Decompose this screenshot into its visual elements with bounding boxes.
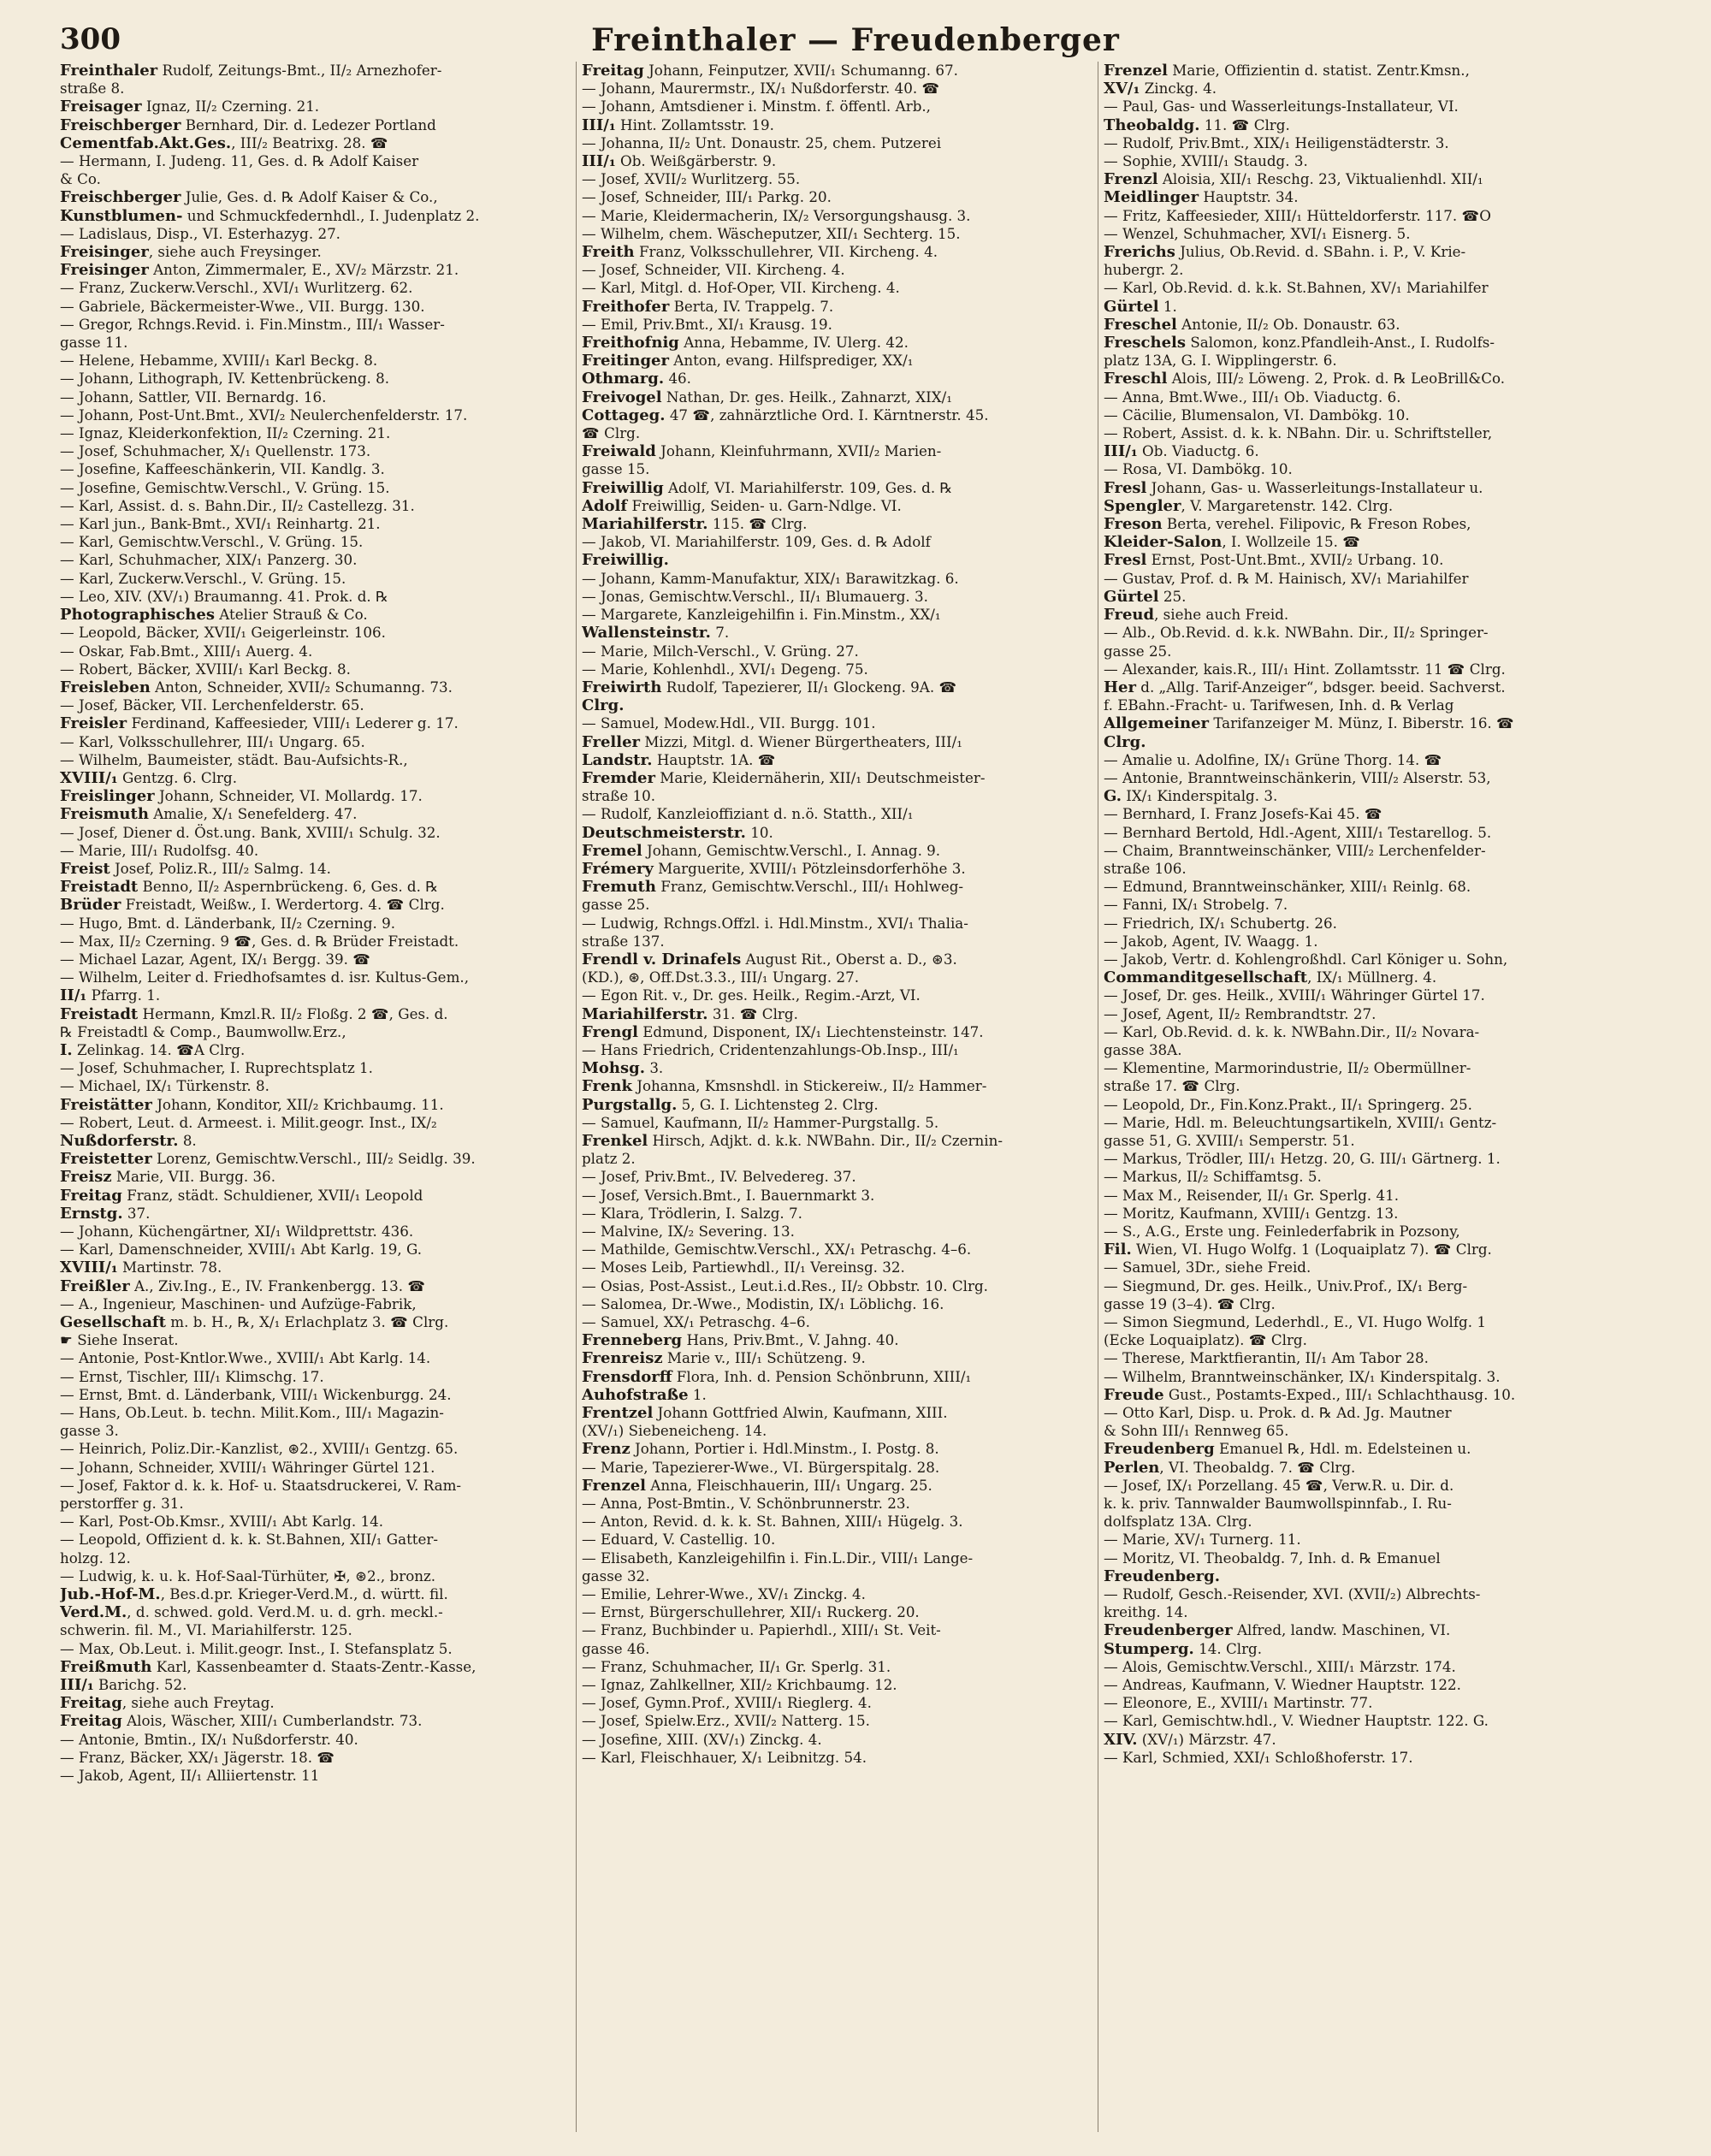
directory-line: — Josef, XVII/₂ Wurlitzerg. 55.: [582, 170, 801, 188]
directory-line: — Anna, Post-Bmtin., V. Schönbrunnerstr. 23.: [582, 1495, 910, 1513]
directory-line: — Samuel, Modew.Hdl., VII. Burgg. 101.: [582, 714, 876, 732]
directory-line: Freithofnig Anna, Hebamme, IV. Ulerg. 42.: [582, 334, 909, 352]
directory-line: — Karl, Assist. d. s. Bahn.Dir., II/₂ Castellezg. 31.: [60, 496, 415, 514]
column-divider: [576, 62, 577, 2132]
directory-line: — Hans, Ob.Leut. b. techn. Milit.Kom., III/₁ Magazin-: [60, 1404, 444, 1422]
directory-line: Freller Mizzi, Mitgl. d. Wiener Bürgertheaters, III/₁: [582, 732, 962, 751]
directory-line: — Franz, Schuhmacher, II/₁ Gr. Sperlg. 31.: [582, 1657, 891, 1675]
directory-line: perstorffer g. 31.: [60, 1495, 184, 1513]
directory-line: Freiwald Johann, Kleinfuhrmann, XVII/₂ Marien-: [582, 442, 942, 461]
directory-line: — Friedrich, IX/₁ Schubertg. 26.: [1104, 914, 1337, 932]
directory-line: Freson Berta, verehel. Filipovic, ℞ Freson Robes,: [1104, 515, 1471, 534]
directory-line: straße 8.: [60, 80, 125, 98]
directory-line: Mohsg. 3.: [582, 1059, 664, 1078]
directory-line: II/₁ Pfarrg. 1.: [60, 986, 161, 1005]
page-number: 300: [60, 22, 121, 56]
directory-line: — Wilhelm, Leiter d. Friedhofsamtes d. isr. Kultus-Gem.,: [60, 968, 469, 986]
directory-line: Freisz Marie, VII. Burgg. 36.: [60, 1168, 276, 1187]
directory-line: — Edmund, Branntweinschänker, XIII/₁ Reinlg. 68.: [1104, 878, 1471, 896]
directory-line: — Wilhelm, Baumeister, städt. Bau-Aufsichts-R.,: [60, 750, 408, 768]
directory-line: — Marie, Kleidermacherin, IX/₂ Versorgungshausg. 3.: [582, 206, 971, 224]
directory-line: Freistadt Hermann, Kmzl.R. II/₂ Floßg. 2 ☎, Ges. d.: [60, 1004, 448, 1023]
directory-line: Cementfab.Akt.Ges., III/₂ Beatrixg. 28. ☎: [60, 133, 388, 152]
directory-line: Her d. „Allg. Tarif-Anzeiger“, bdsger. beeid. Sachverst.: [1104, 678, 1506, 696]
directory-line: — Samuel, XX/₁ Petraschg. 4–6.: [582, 1313, 810, 1331]
directory-line: gasse 38A.: [1104, 1040, 1182, 1058]
directory-line: Freisleben Anton, Schneider, XVII/₂ Schumanng. 73.: [60, 678, 453, 696]
directory-line: Kunstblumen- und Schmuckfedernhdl., I. Judenplatz 2.: [60, 206, 480, 225]
directory-line: Freitinger Anton, evang. Hilfsprediger, XX/₁: [582, 352, 914, 370]
directory-line: — Jakob, Agent, IV. Waagg. 1.: [1104, 932, 1318, 950]
directory-line: Photographisches Atelier Strauß & Co.: [60, 606, 368, 625]
directory-line: Gürtel 1.: [1104, 297, 1177, 316]
directory-line: Freithofer Berta, IV. Trappelg. 7.: [582, 297, 834, 316]
directory-line: — Amalie u. Adolfine, IX/₁ Grüne Thorg. 14. ☎: [1104, 750, 1442, 768]
directory-line: — Robert, Leut. d. Armeest. i. Milit.geogr. Inst., IX/₂: [60, 1113, 437, 1131]
directory-line: Freivogel Nathan, Dr. ges. Heilk., Zahnarzt, XIX/₁: [582, 388, 952, 406]
directory-line: — Jakob, Vertr. d. Kohlengroßhdl. Carl Königer u. Sohn,: [1104, 950, 1508, 968]
directory-line: platz 2.: [582, 1150, 636, 1168]
directory-line: Cottageg. 47 ☎, zahnärztliche Ord. I. Kärntnerstr. 45.: [582, 406, 989, 424]
directory-line: — Josef, Gymn.Prof., XVIII/₁ Rieglerg. 4.: [582, 1694, 872, 1712]
directory-line: holzg. 12.: [60, 1549, 131, 1567]
directory-line: Meidlinger Hauptstr. 34.: [1104, 188, 1299, 207]
directory-line: Freschl Alois, III/₂ Löweng. 2, Prok. d. ℞ LeoBrill&Co.: [1104, 370, 1506, 388]
directory-line: Freude Gust., Postamts-Exped., III/₁ Schlachthausg. 10.: [1104, 1385, 1516, 1404]
directory-line: — Johann, Sattler, VII. Bernardg. 16.: [60, 388, 327, 406]
directory-line: — Jakob, VI. Mariahilferstr. 109, Ges. d. ℞ Adolf: [582, 533, 931, 551]
directory-line: — Josef, Agent, II/₂ Rembrandtstr. 27.: [1104, 1004, 1376, 1022]
directory-line: — Malvine, IX/₂ Severing. 13.: [582, 1223, 795, 1240]
directory-line: Commanditgesellschaft, IX/₁ Müllnerg. 4.: [1104, 968, 1437, 987]
directory-line: Freiwillig Adolf, VI. Mariahilferstr. 109, Ges. d. ℞: [582, 478, 953, 497]
directory-line: — Leopold, Bäcker, XVII/₁ Geigerleinstr. 106.: [60, 624, 386, 642]
directory-line: — Anton, Revid. d. k. k. St. Bahnen, XIII/₁ Hügelg. 3.: [582, 1513, 963, 1531]
directory-line: — Antonie, Branntweinschänkerin, VIII/₂ Alserstr. 53,: [1104, 768, 1491, 786]
directory-line: Freisager Ignaz, II/₂ Czerning. 21.: [60, 98, 320, 116]
directory-line: Fresl Johann, Gas- u. Wasserleitungs-Installateur u.: [1104, 478, 1483, 497]
directory-line: III/₁ Ob. Weißgärberstr. 9.: [582, 152, 777, 171]
directory-line: Freisler Ferdinand, Kaffeesieder, VIII/₁ Lederer g. 17.: [60, 714, 459, 733]
directory-line: dolfsplatz 13A. Clrg.: [1104, 1513, 1252, 1531]
directory-line: gasse 46.: [582, 1639, 650, 1657]
directory-line: gasse 19 (3–4). ☎ Clrg.: [1104, 1294, 1276, 1312]
directory-line: — Karl, Gemischtw.hdl., V. Wiedner Hauptstr. 122. G.: [1104, 1712, 1489, 1730]
directory-line: Freschels Salomon, konz.Pfandleih-Anst., I. Rudolfs-: [1104, 334, 1495, 352]
directory-line: — Paul, Gas- und Wasserleitungs-Installateur, VI.: [1104, 98, 1459, 116]
directory-line: — Ludwig, Rchngs.Offzl. i. Hdl.Minstm., XVI/₁ Thalia-: [582, 914, 968, 932]
directory-line: — Robert, Bäcker, XVIII/₁ Karl Beckg. 8.: [60, 660, 351, 678]
directory-line: Freist Josef, Poliz.R., III/₂ Salmg. 14.: [60, 859, 331, 878]
directory-line: Gürtel 25.: [1104, 587, 1187, 606]
directory-line: — Cäcilie, Blumensalon, VI. Dambökg. 10.: [1104, 406, 1410, 424]
directory-line: Frenkel Hirsch, Adjkt. d. k.k. NWBahn. Dir., II/₂ Czernin-: [582, 1131, 1003, 1150]
directory-line: Freisinger, siehe auch Freysinger.: [60, 243, 322, 262]
directory-line: (XV/₁) Siebeneicheng. 14.: [582, 1422, 767, 1440]
directory-line: Ernstg. 37.: [60, 1204, 151, 1223]
directory-line: — Marie, Tapezierer-Wwe., VI. Bürgerspitalg. 28.: [582, 1458, 940, 1476]
directory-line: — Karl, Mitgl. d. Hof-Oper, VII. Kircheng. 4.: [582, 279, 900, 297]
directory-line: Fil. Wien, VI. Hugo Wolfg. 1 (Loquaiplatz 7). ☎ Clrg.: [1104, 1241, 1492, 1259]
directory-line: — Josef, Dr. ges. Heilk., XVIII/₁ Währinger Gürtel 17.: [1104, 986, 1485, 1004]
directory-line: Fresl Ernst, Post-Unt.Bmt., XVII/₂ Urbang. 10.: [1104, 551, 1444, 570]
directory-line: — Marie, Hdl. m. Beleuchtungsartikeln, XVIII/₁ Gentz-: [1104, 1113, 1497, 1131]
directory-line: Freiwirth Rudolf, Tapezierer, II/₁ Glockeng. 9A. ☎: [582, 678, 957, 696]
directory-line: — Karl, Fleischhauer, X/₁ Leibnitzg. 54.: [582, 1748, 867, 1766]
directory-line: — Karl, Zuckerw.Verschl., V. Grüng. 15.: [60, 569, 346, 587]
directory-line: ℞ Freistadtl & Comp., Baumwollw.Erz.,: [60, 1022, 346, 1040]
directory-line: & Co.: [60, 170, 101, 188]
directory-line: Freismuth Amalie, X/₁ Senefelderg. 47.: [60, 805, 358, 824]
directory-line: gasse 11.: [60, 334, 128, 352]
directory-line: kreithg. 14.: [1104, 1603, 1188, 1621]
directory-line: — Johanna, II/₂ Unt. Donaustr. 25, chem. Putzerei: [582, 133, 942, 151]
directory-line: Mariahilferstr. 115. ☎ Clrg.: [582, 515, 808, 534]
directory-line: — Ernst, Tischler, III/₁ Klimschg. 17.: [60, 1367, 324, 1385]
directory-line: — Samuel, Kaufmann, II/₂ Hammer-Purgstallg. 5.: [582, 1113, 939, 1131]
directory-line: — Hans Friedrich, Cridentenzahlungs-Ob.Insp., III/₁: [582, 1040, 959, 1058]
directory-line: — Moritz, VI. Theobaldg. 7, Inh. d. ℞ Emanuel: [1104, 1549, 1441, 1567]
directory-line: Landstr. Hauptstr. 1A. ☎: [582, 750, 776, 769]
directory-line: & Sohn III/₁ Rennweg 65.: [1104, 1422, 1289, 1440]
directory-line: G. IX/₁ Kinderspitalg. 3.: [1104, 787, 1278, 806]
directory-line: — Karl, Post-Ob.Kmsr., XVIII/₁ Abt Karlg. 14.: [60, 1513, 384, 1531]
directory-line: schwerin. fil. M., VI. Mariahilferstr. 125.: [60, 1621, 352, 1639]
running-head: Freinthaler — Freudenberger: [591, 22, 1120, 58]
directory-line: — Josef, Versich.Bmt., I. Bauernmarkt 3.: [582, 1186, 875, 1204]
directory-line: — Josef, Schuhmacher, I. Ruprechtsplatz 1.: [60, 1059, 373, 1077]
directory-line: — Rudolf, Gesch.-Reisender, XVI. (XVII/₂) Albrechts-: [1104, 1585, 1481, 1603]
directory-line: Freistadt Benno, II/₂ Aspernbrückeng. 6, Ges. d. ℞: [60, 878, 439, 897]
directory-line: — Salomea, Dr.-Wwe., Modistin, IX/₁ Löblichg. 16.: [582, 1294, 944, 1312]
directory-line: — Michael, IX/₁ Türkenstr. 8.: [60, 1077, 269, 1095]
directory-line: Frenz Johann, Portier i. Hdl.Minstm., I. Postg. 8.: [582, 1440, 939, 1459]
directory-line: Deutschmeisterstr. 10.: [582, 823, 773, 842]
directory-line: — Markus, Trödler, III/₁ Hetzg. 20, G. III/₁ Gärtnerg. 1.: [1104, 1150, 1501, 1168]
directory-line: — Johann, Lithograph, IV. Kettenbrückeng. 8.: [60, 370, 390, 388]
directory-line: — A., Ingenieur, Maschinen- und Aufzüge-Fabrik,: [60, 1294, 417, 1312]
directory-line: — Moses Leib, Partiewhdl., II/₁ Vereinsg. 32.: [582, 1259, 905, 1276]
directory-line: Allgemeiner Tarifanzeiger M. Münz, I. Biberstr. 16. ☎: [1104, 714, 1514, 733]
directory-line: Fremder Marie, Kleidernäherin, XII/₁ Deutschmeister-: [582, 768, 986, 787]
directory-line: III/₁ Ob. Viaductg. 6.: [1104, 442, 1259, 461]
directory-line: — Klara, Trödlerin, I. Salzg. 7.: [582, 1204, 802, 1222]
directory-line: — Karl, Damenschneider, XVIII/₁ Abt Karlg. 19, G.: [60, 1241, 423, 1259]
directory-line: — Emil, Priv.Bmt., XI/₁ Krausg. 19.: [582, 315, 832, 333]
directory-line: Frenk Johanna, Kmsnshdl. in Stickereiw., II/₂ Hammer-: [582, 1077, 987, 1096]
directory-line: gasse 25.: [582, 896, 650, 914]
directory-line: Stumperg. 14. Clrg.: [1104, 1639, 1263, 1658]
directory-line: — Franz, Zuckerw.Verschl., XVI/₁ Wurlitzerg. 62.: [60, 279, 413, 297]
directory-line: — Jonas, Gemischtw.Verschl., II/₁ Blumauerg. 3.: [582, 587, 928, 605]
directory-line: — Hermann, I. Judeng. 11, Ges. d. ℞ Adolf Kaiser: [60, 152, 419, 170]
directory-line: Perlen, VI. Theobaldg. 7. ☎ Clrg.: [1104, 1458, 1356, 1477]
directory-line: Freschel Antonie, II/₂ Ob. Donaustr. 63.: [1104, 315, 1400, 334]
directory-line: — Ludwig, k. u. k. Hof-Saal-Türhüter, ✠, ⊛2., bronz.: [60, 1567, 436, 1584]
directory-line: — Ernst, Bürgerschullehrer, XII/₁ Ruckerg. 20.: [582, 1603, 920, 1621]
directory-line: Freudenberger Alfred, landw. Maschinen, VI.: [1104, 1621, 1451, 1640]
directory-line: — Rosa, VI. Dambökg. 10.: [1104, 460, 1293, 478]
directory-line: Freischberger Bernhard, Dir. d. Ledezer Portland: [60, 116, 436, 134]
directory-line: Fremel Johann, Gemischtw.Verschl., I. Annag. 9.: [582, 841, 941, 860]
directory-line: — Alexander, kais.R., III/₁ Hint. Zollamtsstr. 11 ☎ Clrg.: [1104, 660, 1506, 678]
directory-line: Purgstallg. 5, G. I. Lichtensteg 2. Clrg.: [582, 1095, 879, 1114]
directory-line: — Anna, Bmt.Wwe., III/₁ Ob. Viaductg. 6.: [1104, 388, 1401, 406]
directory-line: — Samuel, 3Dr., siehe Freid.: [1104, 1259, 1311, 1276]
directory-line: Adolf Freiwillig, Seiden- u. Garn-Ndlge. VI.: [582, 496, 902, 515]
directory-line: — Emilie, Lehrer-Wwe., XV/₁ Zinckg. 4.: [582, 1585, 866, 1603]
column-3: [1104, 62, 1613, 1767]
directory-line: — Ladislaus, Disp., VI. Esterhazyg. 27.: [60, 224, 340, 242]
directory-line: Frenzel Marie, Offizientin d. statist. Zentr.Kmsn.,: [1104, 62, 1470, 80]
directory-line: Freitag, siehe auch Freytag.: [60, 1694, 275, 1713]
directory-line: Frendl v. Drinafels August Rit., Oberst a. D., ⊛3.: [582, 950, 957, 968]
directory-line: — Marie, XV/₁ Turnerg. 11.: [1104, 1531, 1301, 1549]
directory-line: III/₁ Barichg. 52.: [60, 1676, 187, 1695]
page-header: [51, 22, 1660, 65]
directory-line: — Alois, Gemischtw.Verschl., XIII/₁ Märzstr. 174.: [1104, 1657, 1456, 1675]
directory-line: — Alb., Ob.Revid. d. k.k. NWBahn. Dir., II/₂ Springer-: [1104, 624, 1489, 642]
directory-line: — Hugo, Bmt. d. Länderbank, II/₂ Czerning. 9.: [60, 914, 395, 932]
directory-line: — Marie, Kohlenhdl., XVI/₁ Degeng. 75.: [582, 660, 868, 678]
directory-line: — Karl, Volksschullehrer, III/₁ Ungarg. 65.: [60, 732, 365, 750]
directory-line: Frenzl Aloisia, XII/₁ Reschg. 23, Viktualienhdl. XII/₁: [1104, 170, 1483, 189]
directory-line: Nußdorferstr. 8.: [60, 1131, 197, 1150]
directory-line: — Antonie, Post-Kntlor.Wwe., XVIII/₁ Abt Karlg. 14.: [60, 1349, 431, 1367]
directory-line: (KD.), ⊛, Off.Dst.3.3., III/₁ Ungarg. 27.: [582, 968, 860, 986]
directory-line: Freißler A., Ziv.Ing., E., IV. Frankenbergg. 13. ☎: [60, 1276, 426, 1295]
directory-line: — Karl, Schuhmacher, XIX/₁ Panzerg. 30.: [60, 551, 358, 569]
directory-line: — Jakob, Agent, II/₁ Alliiertenstr. 11: [60, 1767, 320, 1785]
directory-line: Frengl Edmund, Disponent, IX/₁ Liechtensteinstr. 147.: [582, 1022, 984, 1041]
directory-line: Freudenberg Emanuel ℞, Hdl. m. Edelsteinen u.: [1104, 1440, 1471, 1459]
directory-line: — Max M., Reisender, II/₁ Gr. Sperlg. 41.: [1104, 1186, 1400, 1204]
directory-line: f. EBahn.-Fracht- u. Tarifwesen, Inh. d. ℞ Verlag: [1104, 696, 1454, 714]
directory-line: — Chaim, Branntweinschänker, VIII/₂ Lerchenfelder-: [1104, 841, 1486, 859]
directory-line: Othmarg. 46.: [582, 370, 691, 388]
directory-line: Frenzel Anna, Fleischhauerin, III/₁ Ungarg. 25.: [582, 1476, 932, 1495]
directory-line: — Karl, Ob.Revid. d. k.k. St.Bahnen, XV/₁ Mariahilfer: [1104, 279, 1489, 297]
directory-line: XV/₁ Zinckg. 4.: [1104, 80, 1217, 98]
directory-line: Kleider-Salon, I. Wollzeile 15. ☎: [1104, 533, 1361, 552]
directory-line: Freitag Johann, Feinputzer, XVII/₁ Schumanng. 67.: [582, 62, 958, 80]
directory-line: Spengler, V. Margaretenstr. 142. Clrg.: [1104, 496, 1394, 515]
directory-line: gasse 32.: [582, 1567, 650, 1584]
directory-line: — Max, Ob.Leut. i. Milit.geogr. Inst., I. Stefansplatz 5.: [60, 1639, 453, 1657]
directory-line: — Heinrich, Poliz.Dir.-Kanzlist, ⊛2., XVIII/₁ Gentzg. 65.: [60, 1440, 459, 1458]
directory-line: Frenneberg Hans, Priv.Bmt., V. Jahng. 40.: [582, 1331, 899, 1350]
directory-line: — Klementine, Marmorindustrie, II/₂ Obermüllner-: [1104, 1059, 1471, 1077]
directory-line: Freischberger Julie, Ges. d. ℞ Adolf Kaiser & Co.,: [60, 188, 438, 207]
directory-line: I. Zelinkag. 14. ☎A Clrg.: [60, 1040, 246, 1059]
directory-line: Freißmuth Karl, Kassenbeamter d. Staats-Zentr.-Kasse,: [60, 1657, 477, 1676]
directory-line: — Therese, Marktfierantin, II/₁ Am Tabor 28.: [1104, 1349, 1429, 1367]
column-1: [60, 62, 569, 1785]
directory-line: — Josefine, XIII. (XV/₁) Zinckg. 4.: [582, 1730, 822, 1748]
directory-line: — Ernst, Bmt. d. Länderbank, VIII/₁ Wickenburgg. 24.: [60, 1385, 452, 1403]
directory-line: Freitag Franz, städt. Schuldiener, XVII/₁ Leopold: [60, 1186, 423, 1205]
directory-line: — Wenzel, Schuhmacher, XVI/₁ Eisnerg. 5.: [1104, 224, 1411, 242]
directory-line: Freisinger Anton, Zimmermaler, E., XV/₂ Märzstr. 21.: [60, 261, 459, 280]
directory-line: — Josef, Schuhmacher, X/₁ Quellenstr. 173.: [60, 442, 371, 460]
directory-line: straße 137.: [582, 932, 665, 950]
directory-line: Gesellschaft m. b. H., ℞, X/₁ Erlachplatz 3. ☎ Clrg.: [60, 1313, 449, 1332]
directory-line: — Karl jun., Bank-Bmt., XVI/₁ Reinhartg. 21.: [60, 515, 381, 533]
directory-line: (Ecke Loquaiplatz). ☎ Clrg.: [1104, 1331, 1307, 1349]
directory-line: — Eduard, V. Castellig. 10.: [582, 1531, 776, 1549]
directory-line: — Josef, Faktor d. k. k. Hof- u. Staatsdruckerei, V. Ram-: [60, 1476, 462, 1494]
directory-line: — Marie, III/₁ Rudolfsg. 40.: [60, 841, 259, 859]
directory-line: Frerichs Julius, Ob.Revid. d. SBahn. i. P., V. Krie-: [1104, 243, 1466, 262]
directory-line: Freistätter Johann, Konditor, XII/₂ Krichbaumg. 11.: [60, 1095, 444, 1114]
directory-line: — Wilhelm, chem. Wäscheputzer, XII/₁ Sechterg. 15.: [582, 224, 961, 242]
directory-line: — Ignaz, Zahlkellner, XII/₂ Krichbaumg. 12.: [582, 1676, 897, 1694]
directory-line: — Otto Karl, Disp. u. Prok. d. ℞ Ad. Jg. Mautner: [1104, 1404, 1452, 1422]
directory-line: — Johann, Maurermstr., IX/₁ Nußdorferstr. 40. ☎: [582, 80, 940, 98]
directory-line: — Josefine, Gemischtw.Verschl., V. Grüng. 15.: [60, 478, 390, 496]
directory-line: — Michael Lazar, Agent, IX/₁ Bergg. 39. ☎: [60, 950, 370, 968]
directory-line: straße 106.: [1104, 859, 1187, 877]
directory-line: platz 13A, G. I. Wipplingerstr. 6.: [1104, 352, 1337, 370]
directory-line: — Karl, Schmied, XXI/₁ Schloßhoferstr. 17.: [1104, 1748, 1413, 1766]
directory-line: gasse 3.: [60, 1422, 119, 1440]
directory-line: — Franz, Buchbinder u. Papierhdl., XIII/₁ St. Veit-: [582, 1621, 941, 1639]
directory-line: ☛ Siehe Inserat.: [60, 1331, 179, 1349]
directory-line: hubergr. 2.: [1104, 261, 1184, 279]
directory-line: — Oskar, Fab.Bmt., XIII/₁ Auerg. 4.: [60, 642, 313, 660]
directory-line: Freitag Alois, Wäscher, XIII/₁ Cumberlandstr. 73.: [60, 1712, 423, 1731]
directory-line: Frentzel Johann Gottfried Alwin, Kaufmann, XIII.: [582, 1404, 948, 1423]
directory-line: — Josef, Diener d. Öst.ung. Bank, XVIII/₁ Schulg. 32.: [60, 823, 441, 841]
directory-line: Clrg.: [1104, 732, 1146, 751]
directory-line: — Moritz, Kaufmann, XVIII/₁ Gentzg. 13.: [1104, 1204, 1399, 1222]
directory-line: — Ignaz, Kleiderkonfektion, II/₂ Czerning. 21.: [60, 424, 391, 442]
directory-line: Freith Franz, Volksschullehrer, VII. Kircheng. 4.: [582, 243, 938, 262]
directory-line: — Karl, Gemischtw.Verschl., V. Grüng. 15.: [60, 533, 364, 551]
directory-line: — Josef, Spielw.Erz., XVII/₂ Natterg. 15.: [582, 1712, 870, 1730]
directory-line: — Fanni, IX/₁ Strobelg. 7.: [1104, 896, 1288, 914]
directory-line: — Marie, Milch-Verschl., V. Grüng. 27.: [582, 642, 859, 660]
directory-line: Freud, siehe auch Freid.: [1104, 606, 1289, 625]
directory-line: — Johann, Amtsdiener i. Minstm. f. öffentl. Arb.,: [582, 98, 931, 116]
directory-line: Frensdorff Flora, Inh. d. Pension Schönbrunn, XIII/₁: [582, 1367, 972, 1386]
directory-line: — Eleonore, E., XVIII/₁ Martinstr. 77.: [1104, 1694, 1373, 1712]
directory-line: Freistetter Lorenz, Gemischtw.Verschl., III/₂ Seidlg. 39.: [60, 1150, 476, 1169]
directory-line: — Sophie, XVIII/₁ Staudg. 3.: [1104, 152, 1308, 170]
directory-line: — Fritz, Kaffeesieder, XIII/₁ Hütteldorferstr. 117. ☎O: [1104, 206, 1491, 224]
directory-line: — Helene, Hebamme, XVIII/₁ Karl Beckg. 8.: [60, 352, 378, 370]
directory-line: — Markus, II/₂ Schiffamtsg. 5.: [1104, 1168, 1322, 1186]
directory-line: ☎ Clrg.: [582, 424, 641, 442]
directory-line: — Josef, Priv.Bmt., IV. Belvedereg. 37.: [582, 1168, 856, 1186]
directory-line: Wallensteinstr. 7.: [582, 624, 730, 643]
column-2: [582, 62, 1091, 1767]
directory-line: straße 10.: [582, 787, 656, 805]
directory-line: — Josef, Schneider, III/₁ Parkg. 20.: [582, 188, 832, 206]
directory-line: XIV. (XV/₁) Märzstr. 47.: [1104, 1730, 1276, 1749]
directory-line: — Bernhard, I. Franz Josefs-Kai 45. ☎: [1104, 805, 1382, 823]
directory-line: Frémery Marguerite, XVIII/₁ Pötzleinsdorferhöhe 3.: [582, 859, 966, 878]
directory-line: gasse 51, G. XVIII/₁ Semperstr. 51.: [1104, 1131, 1355, 1149]
directory-line: — Osias, Post-Assist., Leut.i.d.Res., II/₂ Obbstr. 10. Clrg.: [582, 1276, 988, 1294]
directory-line: Mariahilferstr. 31. ☎ Clrg.: [582, 1004, 798, 1023]
directory-line: Freislinger Johann, Schneider, VI. Mollardg. 17.: [60, 787, 423, 806]
directory-line: Fremuth Franz, Gemischtw.Verschl., III/₁ Hohlweg-: [582, 878, 964, 897]
directory-line: — Gustav, Prof. d. ℞ M. Hainisch, XV/₁ Mariahilfer: [1104, 569, 1469, 587]
directory-line: — Gabriele, Bäckermeister-Wwe., VII. Burgg. 130.: [60, 297, 425, 315]
directory-line: — Josef, Schneider, VII. Kircheng. 4.: [582, 261, 845, 279]
directory-line: — Karl, Ob.Revid. d. k. k. NWBahn.Dir., II/₂ Novara-: [1104, 1022, 1480, 1040]
directory-line: — Rudolf, Priv.Bmt., XIX/₁ Heiligenstädterstr. 3.: [1104, 133, 1449, 151]
directory-line: Jub.-Hof-M., Bes.d.pr. Krieger-Verd.M., d. württ. fil.: [60, 1585, 448, 1604]
directory-line: — Josef, Bäcker, VII. Lerchenfelderstr. 65.: [60, 696, 364, 714]
directory-line: Freudenberg.: [1104, 1567, 1220, 1585]
directory-line: gasse 15.: [582, 460, 650, 478]
directory-line: — Rudolf, Kanzleioffiziant d. n.ö. Statth., XII/₁: [582, 805, 914, 823]
directory-line: Freinthaler Rudolf, Zeitungs-Bmt., II/₂ Arnezhofer-: [60, 62, 442, 80]
directory-line: — Leopold, Offizient d. k. k. St.Bahnen, XII/₁ Gatter-: [60, 1531, 438, 1549]
directory-line: straße 17. ☎ Clrg.: [1104, 1077, 1240, 1095]
directory-line: — Elisabeth, Kanzleigehilfin i. Fin.L.Dir., VIII/₁ Lange-: [582, 1549, 974, 1567]
directory-line: — Siegmund, Dr. ges. Heilk., Univ.Prof., IX/₁ Berg-: [1104, 1276, 1468, 1294]
directory-line: — Johann, Post-Unt.Bmt., XVI/₂ Neulerchenfelderstr. 17.: [60, 406, 468, 424]
directory-line: — Max, II/₂ Czerning. 9 ☎, Ges. d. ℞ Brüder Freistadt.: [60, 932, 459, 950]
directory-line: — Gregor, Rchngs.Revid. i. Fin.Minstm., III/₁ Wasser-: [60, 315, 445, 333]
directory-line: — Josef, IX/₁ Porzellang. 45 ☎, Verw.R. u. Dir. d.: [1104, 1476, 1454, 1494]
directory-line: Auhofstraße 1.: [582, 1385, 707, 1404]
directory-line: Clrg.: [582, 696, 625, 715]
directory-line: — Mathilde, Gemischtw.Verschl., XX/₁ Petraschg. 4–6.: [582, 1241, 972, 1259]
directory-line: — Margarete, Kanzleigehilfin i. Fin.Minstm., XX/₁: [582, 606, 941, 624]
directory-line: — Egon Rit. v., Dr. ges. Heilk., Regim.-Arzt, VI.: [582, 986, 921, 1004]
directory-line: — Wilhelm, Branntweinschänker, IX/₁ Kinderspitalg. 3.: [1104, 1367, 1501, 1385]
directory-line: Frenreisz Marie v., III/₁ Schützeng. 9.: [582, 1349, 866, 1368]
directory-line: — S., A.G., Erste ung. Feinlederfabrik in Pozsony,: [1104, 1223, 1460, 1240]
directory-line: — Leo, XIV. (XV/₁) Braumanng. 41. Prok. d. ℞: [60, 587, 388, 605]
directory-line: — Simon Siegmund, Lederhdl., E., VI. Hugo Wolfg. 1: [1104, 1313, 1486, 1331]
directory-line: III/₁ Hint. Zollamtsstr. 19.: [582, 116, 774, 134]
directory-line: XVIII/₁ Gentzg. 6. Clrg.: [60, 768, 237, 787]
directory-line: — Antonie, Bmtin., IX/₁ Nußdorferstr. 40.: [60, 1730, 358, 1748]
directory-line: — Leopold, Dr., Fin.Konz.Prakt., II/₁ Springerg. 25.: [1104, 1095, 1472, 1113]
directory-line: — Andreas, Kaufmann, V. Wiedner Hauptstr. 122.: [1104, 1676, 1461, 1694]
directory-line: — Johann, Schneider, XVIII/₁ Währinger Gürtel 121.: [60, 1458, 435, 1476]
directory-line: — Franz, Bäcker, XX/₁ Jägerstr. 18. ☎: [60, 1748, 335, 1766]
directory-line: — Josefine, Kaffeeschänkerin, VII. Kandlg. 3.: [60, 460, 385, 478]
directory-line: — Robert, Assist. d. k. k. NBahn. Dir. u. Schriftsteller,: [1104, 424, 1493, 442]
directory-line: — Bernhard Bertold, Hdl.-Agent, XIII/₁ Testarellog. 5.: [1104, 823, 1492, 841]
directory-line: k. k. priv. Tannwalder Baumwollspinnfab., I. Ru-: [1104, 1495, 1452, 1513]
directory-line: Brüder Freistadt, Weißw., I. Werdertorg. 4. ☎ Clrg.: [60, 896, 445, 915]
directory-line: XVIII/₁ Martinstr. 78.: [60, 1259, 222, 1277]
directory-line: Freiwillig.: [582, 551, 669, 570]
directory-line: gasse 25.: [1104, 642, 1172, 660]
directory-line: Verd.M., d. schwed. gold. Verd.M. u. d. grh. meckl.-: [60, 1603, 443, 1622]
directory-line: — Johann, Kamm-Manufaktur, XIX/₁ Barawitzkag. 6.: [582, 569, 959, 587]
directory-line: Theobaldg. 11. ☎ Clrg.: [1104, 116, 1290, 134]
directory-line: — Johann, Küchengärtner, XI/₁ Wildprettstr. 436.: [60, 1223, 414, 1240]
